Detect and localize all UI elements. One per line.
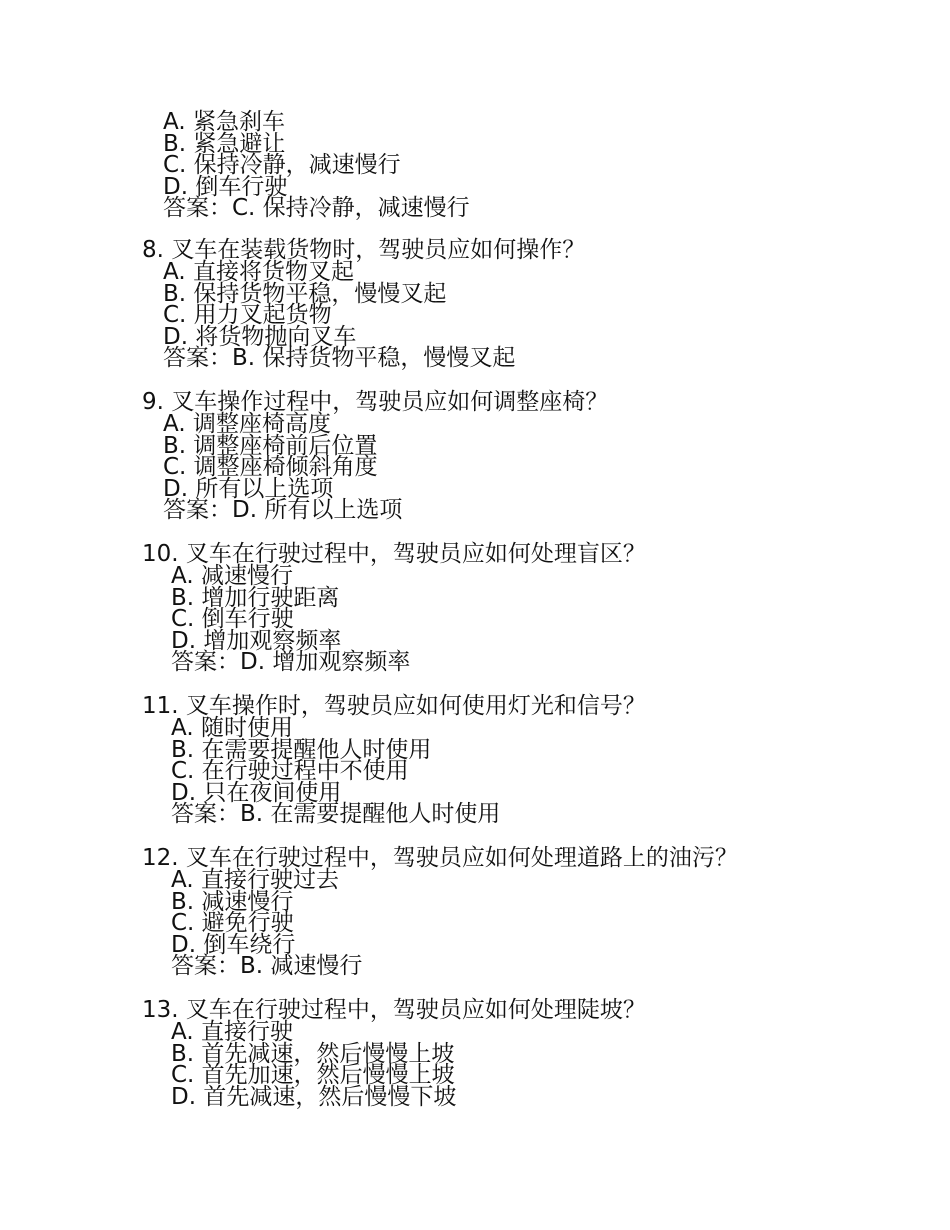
option-a: A. 减速慢行 bbox=[171, 563, 293, 589]
answer: 答案：B. 减速慢行 bbox=[171, 953, 363, 980]
option-d: D. 倒车绕行 bbox=[171, 931, 296, 958]
answer: 答案：B. 保持货物平稳，慢慢叉起 bbox=[163, 345, 516, 372]
option-c: C. 保持冷静，减速慢行 bbox=[163, 152, 401, 179]
option-list bbox=[142, 563, 902, 654]
option-b: B. 调整座椅前后位置 bbox=[163, 432, 378, 459]
answer: 答案：C. 保持冷静，减速慢行 bbox=[163, 195, 470, 222]
option-d: D. 只在夜间使用 bbox=[171, 779, 342, 806]
question-text: 10. 叉车在行驶过程中，驾驶员应如何处理盲区？ bbox=[142, 541, 646, 567]
option-d: D. 首先减速，然后慢慢下坡 bbox=[171, 1083, 457, 1110]
question-block-12 bbox=[142, 847, 902, 978]
option-list bbox=[142, 109, 902, 200]
question-text: 11. 叉车操作时，驾驶员应如何使用灯光和信号？ bbox=[142, 693, 646, 719]
question-block-8 bbox=[142, 239, 902, 370]
option-list bbox=[142, 259, 902, 350]
option-b: B. 在需要提醒他人时使用 bbox=[171, 736, 432, 763]
option-c: C. 用力叉起货物 bbox=[163, 302, 332, 329]
option-a: A. 紧急刹车 bbox=[163, 109, 285, 135]
option-c: C. 首先加速，然后慢慢上坡 bbox=[171, 1062, 455, 1089]
question-text: 13. 叉车在行驶过程中，驾驶员应如何处理陡坡？ bbox=[142, 997, 646, 1023]
question-block-7 bbox=[142, 109, 902, 222]
answer: 答案：D. 所有以上选项 bbox=[163, 497, 403, 524]
option-b: B. 紧急避让 bbox=[163, 130, 286, 157]
option-a: A. 调整座椅高度 bbox=[163, 411, 331, 437]
question-block-9 bbox=[142, 391, 902, 522]
option-b: B. 首先减速，然后慢慢上坡 bbox=[171, 1040, 455, 1067]
option-a: A. 直接行驶过去 bbox=[171, 867, 339, 893]
option-c: C. 倒车行驶 bbox=[171, 606, 294, 633]
question-text: 9. 叉车操作过程中，驾驶员应如何调整座椅？ bbox=[142, 389, 609, 415]
option-d: D. 所有以上选项 bbox=[163, 475, 334, 502]
option-list bbox=[142, 867, 902, 958]
option-c: C. 在行驶过程中不使用 bbox=[171, 758, 409, 785]
option-b: B. 减速慢行 bbox=[171, 888, 294, 915]
question-text: 8. 叉车在装载货物时，驾驶员应如何操作？ bbox=[142, 237, 586, 263]
option-list bbox=[142, 715, 902, 806]
question-block-13 bbox=[142, 999, 902, 1108]
option-a: A. 随时使用 bbox=[171, 715, 293, 741]
question-block-10 bbox=[142, 543, 902, 674]
option-b: B. 保持货物平稳，慢慢叉起 bbox=[163, 280, 447, 307]
option-b: B. 增加行驶距离 bbox=[171, 584, 340, 611]
answer: 答案：D. 增加观察频率 bbox=[171, 649, 411, 676]
option-a: A. 直接行驶 bbox=[171, 1019, 293, 1045]
option-list bbox=[142, 1019, 902, 1110]
option-c: C. 避免行驶 bbox=[171, 910, 294, 937]
option-list bbox=[142, 411, 902, 502]
option-d: D. 将货物抛向叉车 bbox=[163, 323, 357, 350]
option-a: A. 直接将货物叉起 bbox=[163, 259, 354, 285]
option-d: D. 增加观察频率 bbox=[171, 627, 342, 654]
option-c: C. 调整座椅倾斜角度 bbox=[163, 454, 378, 481]
option-d: D. 倒车行驶 bbox=[163, 173, 288, 200]
question-block-11 bbox=[142, 695, 902, 826]
answer: 答案：B. 在需要提醒他人时使用 bbox=[171, 801, 501, 828]
question-text: 12. 叉车在行驶过程中，驾驶员应如何处理道路上的油污？ bbox=[142, 845, 738, 871]
